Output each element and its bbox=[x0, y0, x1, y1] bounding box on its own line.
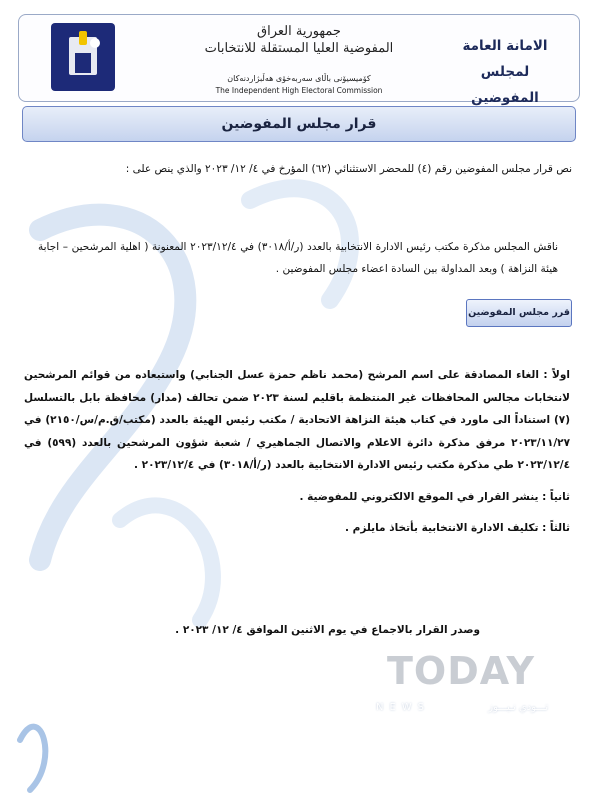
watermark-news bbox=[376, 702, 548, 718]
secretariat-title bbox=[445, 33, 565, 111]
secretariat-line-2: لمجلس المفوضين bbox=[471, 64, 539, 106]
seal-english-text: The Independent High Electoral Commission bbox=[215, 86, 383, 95]
commission-logo bbox=[51, 23, 115, 91]
letterhead bbox=[18, 14, 580, 106]
decision-items bbox=[24, 364, 570, 540]
seal-kurdish-text: کۆمیسیۆنی باڵای سەربەخۆی هەڵبژاردنەکان bbox=[227, 74, 371, 83]
secretariat-line-1: الامانة العامة bbox=[462, 38, 548, 54]
item-third: ثالثاً : تكليف الادارة الانتخابية بأتخاذ مايلزم . bbox=[345, 522, 570, 534]
closing-line: وصدر القرار بالاجماع في يوم الاثنين الموافق ٤/ ١٢/ ٢٠٢٣ . bbox=[175, 624, 480, 636]
today-news-watermark bbox=[372, 646, 550, 766]
document-title: قرار مجلس المفوضين bbox=[22, 106, 576, 142]
seal-arabic-text: جمهورية العراق المفوضية العليا المستقلة للانتخابات bbox=[204, 24, 394, 56]
watermark-news-en: NEWS bbox=[376, 702, 431, 713]
intro-paragraph: نص قرار مجلس المفوضين رقم (٤) للمحضر الاستثنائي (٦٢) المؤرخ في ٤/ ١٢/ ٢٠٢٣ والذي ينص على : bbox=[125, 163, 572, 175]
watermark-brand: TODAY bbox=[372, 646, 550, 696]
item-second: ثانياً : ينشر القرار في الموقع الالكتروني للمفوضية . bbox=[299, 490, 570, 503]
item-first: اولاً : الغاء المصادقة على اسم المرشح (محمد ناظم حمزة عسل الجنابي) واستبعاده من قوائم المرشحين لانتخابات مجالس المحافظات غير المنتظمة باقليم لسنة ٢٠٢٣ ضمن تحالف (مدار) محافظة بابل بالتسلسل (٧) استناداً الى ماورد في كتاب هيئة النزاهة الاتحادية / مكتب رئيس الهيئة بالعدد (مكتب/ق.م/س/٢١٥٠) في ٢٠٢٣/١١/٢٧ مرفق مذكرة دائرة الاعلام والاتصال الجماهيري / شعبة شؤون المرشحين بالعدد (٥٩٩) في ٢٠٢٣/١٢/٤ طي مذكرة مكتب رئيس الادارة الانتخابية بالعدد (ر/أ/٣٠١٨) في ٢٠٢٣/١٢/٤ . bbox=[24, 369, 571, 471]
watermark-news-ar: تـــودي نـيـــوز bbox=[488, 702, 548, 713]
decision-label-button: قرر مجلس المفوضين bbox=[466, 299, 572, 327]
discussion-paragraph: ناقش المجلس مذكرة مكتب رئيس الادارة الانتخابية بالعدد (ر/أ/٣٠١٨) في ٢٠٢٣/١٢/٤ المعنونة ( اهلية المرشحين – اجابة هيئة النزاهة ) وبعد المداولة بين السادة اعضاء مجلس المفوضين . bbox=[38, 241, 559, 275]
